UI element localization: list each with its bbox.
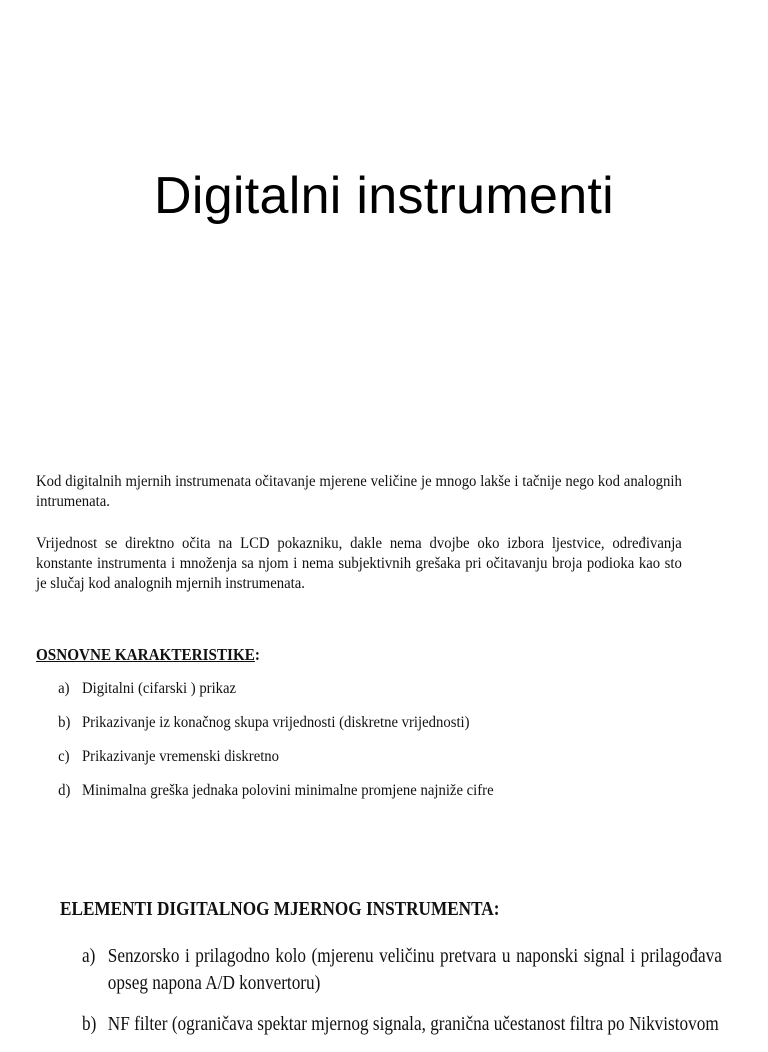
list-item-text: Prikazivanje iz konačnog skupa vrijednosti (diskretne vrijednosti): [82, 714, 470, 731]
list-item: [36, 748, 494, 782]
characteristics-heading-text: OSNOVNE KARAKTERISTIKE: [36, 645, 255, 664]
list-item: [82, 1011, 722, 1038]
elements-heading: ELEMENTI DIGITALNOG MJERNOG INSTRUMENTA:: [60, 898, 500, 920]
lcd-paragraph: Vrijednost se direktno očita na LCD pokazniku, dakle nema dvojbe oko izbora ljestvice, određivanja konstante instrumenta i množenja sa njom i nema subjektivnih grešaka pri očitavanju broja podioka kao sto je slučaj kod analognih mjernih instrumenata.: [36, 535, 682, 592]
list-item: [36, 680, 494, 714]
elements-list: [82, 943, 722, 1052]
elements-section: [60, 898, 722, 1035]
list-marker: d): [58, 782, 71, 799]
list-marker: b): [58, 714, 71, 731]
characteristics-list: [36, 680, 494, 816]
list-item-text: Prikazivanje vremenski diskretno: [82, 748, 280, 765]
characteristics-heading-colon: :: [254, 645, 260, 664]
list-marker: c): [58, 748, 70, 765]
list-marker: b): [82, 1013, 97, 1035]
list-item-text: Senzorsko i prilagodno kolo (mjerenu veličinu pretvara u naponski signal i prilagođava opseg napona A/D konvertoru): [107, 945, 722, 994]
list-item-text: NF filter (ograničava spektar mjernog signala, granična učestanost filtra po Nikvistovom: [107, 1013, 719, 1035]
list-item-text: Minimalna greška jednaka polovini minimalne promjene najniže cifre: [82, 782, 494, 799]
list-item: [36, 714, 494, 748]
body-text: [36, 472, 682, 594]
list-marker: a): [82, 945, 96, 967]
list-item-text: Digitalni (cifarski ) prikaz: [82, 680, 237, 697]
intro-paragraph: Kod digitalnih mjernih instrumenata očitavanje mjerene veličine je mnogo lakše i tačnije nego kod analognih intrumenata.: [36, 473, 682, 510]
list-item: [82, 943, 722, 997]
page-title: Digitalni instrumenti: [153, 167, 615, 225]
list-marker: a): [58, 680, 70, 697]
characteristics-heading: [36, 645, 260, 665]
list-item: [36, 782, 494, 816]
